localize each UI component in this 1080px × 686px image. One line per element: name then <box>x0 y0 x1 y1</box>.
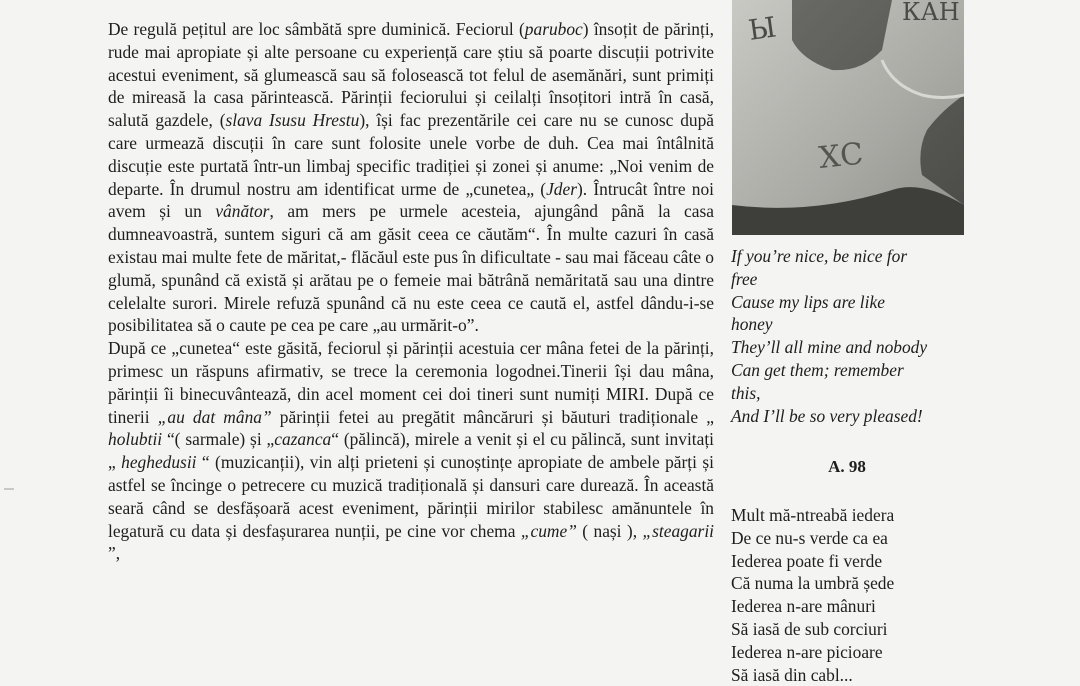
text-run: După ce „cunetea“ este găsită, feciorul și părinții acestuia cer mâna fetei de la părinți, primesc un răspuns afirmativ, se trece la ceremonia logodnei.Tinerii își dau mâna, părinții îi binecuvântează, din acel moment cei doi tineri sunt numiți MIRI. După ce tinerii <box>108 338 714 427</box>
poem-ro-line: Iederea n-are mânuri <box>731 596 876 617</box>
poem-en-line: Can get them; remember <box>731 359 904 380</box>
cross-image <box>732 0 964 235</box>
italic-term: holubtii <box>108 429 163 450</box>
poem-ro-line: Să iasă din cabl... <box>731 664 853 685</box>
text-run: ). Întrucât între noi avem și un <box>108 178 714 222</box>
carved-text-3: ХС <box>817 136 865 176</box>
poem-ro-line: Mult mă-ntreabă iedera <box>731 505 895 525</box>
italic-term: Jder <box>546 178 577 199</box>
text-run: “( sarmale) și „ <box>162 429 275 450</box>
section-reference: A. 98 <box>828 457 866 476</box>
text-run: “ (muzicanții), vin alți prieteni și cunoștințe apropiate de ambele părți și astfel se încinge o petrecere cu muzică tradițională și dansuri care durează. În această seară când se desfășoară acest eveniment, părinții mirilor stabilesc amănuntele în legatură cu data și desfașurarea nunții, pe cine vor chema <box>108 452 714 541</box>
margin-mark <box>4 488 14 490</box>
text-run: ”, <box>108 543 121 564</box>
carved-cross-photo <box>732 0 964 235</box>
italic-term: „au dat mâna” <box>157 406 272 427</box>
poem-en-line: free <box>731 268 758 289</box>
poem-en-line: They’ll all mine and nobody <box>731 337 928 358</box>
text-run: De regulă pețitul are loc sâmbătă spre duminică. Feciorul ( <box>108 19 525 39</box>
carved-text-1: Ы <box>746 10 779 47</box>
text-run: , am mers pe urmele acesteia, ajungând până la casa dumneavoastră, suntem siguri că am găsit ceea ce căutăm“. În multe cazuri în casă existau mai multe fete de măritat,- flăcăul este pus în dificultate - sau mai făceau câte o glumă, spunând că există și arătau pe o femeie mai bătrână nemăritată sau una dintre celelalte surori. Mirele refuză spunând că nu este ceea ce caută el, astfel dându-i-se posibilitatea să o caute pe cea pe care „au urmărit-o”. <box>108 201 714 336</box>
poem-en-line: If you’re nice, be nice for <box>731 246 908 266</box>
poem-ro-line: Să iasă de sub corciuri <box>731 618 888 639</box>
text-run: ), își fac prezentările cei care nu se cunosc după care urmează discuții în care sunt folosite unele vorbe de duh. Cea mai întâlnită discuție este purtată într-un limbaj specific tradiției și zonei și anume: „Noi venim de departe. În drumul nostru am identificat urme de „cunetea„ ( <box>108 110 714 199</box>
carved-text-2: КАН <box>902 0 960 26</box>
text-run: ( nași ), <box>576 520 643 541</box>
poem-ro-line: De ce nu-s verde ca ea <box>731 527 888 548</box>
italic-term: slava Isusu Hrestu <box>225 110 360 131</box>
poem-en-line: And I’ll be so very pleased! <box>731 405 923 426</box>
paragraph-courtship <box>108 18 714 337</box>
poem-ro-line: Iederea poate fi verde <box>731 550 883 571</box>
italic-term: „steagarii <box>642 520 714 541</box>
poem-en-line: Cause my lips are like <box>731 291 885 312</box>
english-poem <box>731 245 971 427</box>
romanian-poem <box>731 504 971 686</box>
text-run: ) însoțit de părinți, rude mai apropiate și alte persoane cu experiență care știu să poarte discuții potrivite acestui eveniment, să glumească sau să folosească tot felul de asemănări, sunt primiți de mireasă la casa părintească. Părinții feciorului și ceilalți însoțitori intră în casă, salută gazdele, ( <box>108 19 714 131</box>
paragraph-engagement <box>108 337 714 565</box>
text-run: “ (pălincă), mirele a venit și el cu pălincă, sunt invitați „ <box>108 429 714 473</box>
poem-ro-line: Că numa la umbră șede <box>731 573 895 594</box>
italic-term: vânător <box>215 201 270 222</box>
italic-term: heghedusii <box>121 452 197 473</box>
text-run: părinții fetei au pregătit mâncăruri și băuturi tradiționale „ <box>271 406 714 427</box>
main-article-text <box>108 18 714 565</box>
poem-en-line: honey <box>731 314 773 335</box>
italic-term: „cume” <box>520 520 577 541</box>
italic-term: paruboc <box>524 19 583 39</box>
poem-ro-line: Iederea n-are picioare <box>731 641 883 662</box>
italic-term: cazanca <box>274 429 332 450</box>
poem-en-line: this, <box>731 382 761 403</box>
